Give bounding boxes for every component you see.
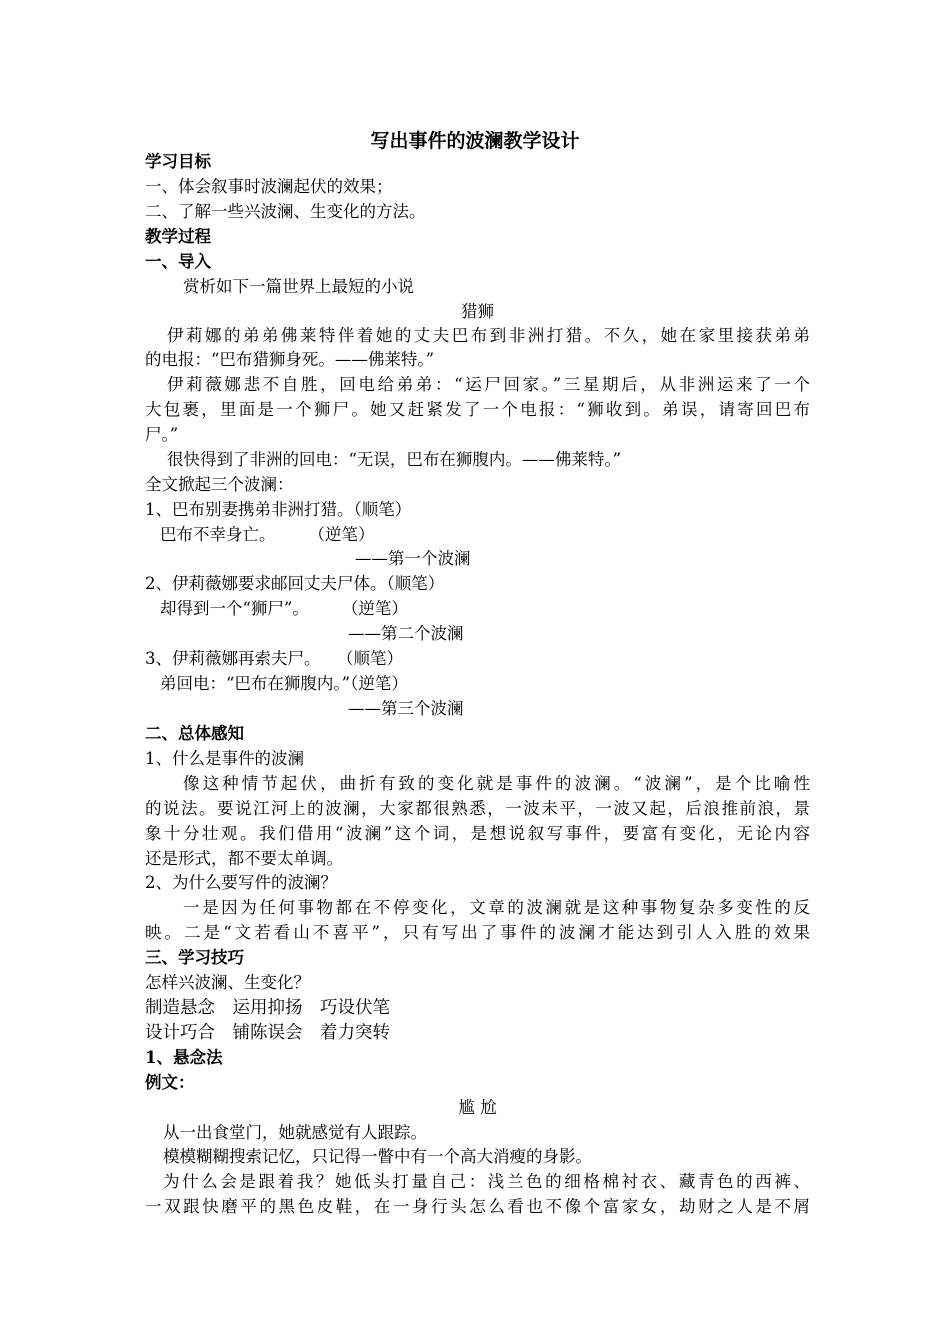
paragraph-line: 伊莉娜的弟弟佛莱特伴着她的丈夫巴布到非洲打猎。不久，她在家里接获弟弟 xyxy=(167,326,810,345)
goal-line: 二、了解一些兴波澜、生变化的方法。 xyxy=(145,202,426,221)
paragraph-line: 一是因为任何事物都在不停变化，文章的波澜就是这种事物复杂多变性的反 xyxy=(183,898,810,917)
example-title: 尴 尬 xyxy=(458,1098,497,1117)
paragraph-line: 全文掀起三个波澜： xyxy=(145,475,294,494)
paragraph-line: 伊莉薇娜悲不自胜，回电给弟弟：“运尸回家。”三星期后，从非洲运来了一个 xyxy=(167,375,810,394)
technique-list: 设计巧合 铺陈误会 着力突转 xyxy=(145,1023,390,1043)
subheading: 1、悬念法 xyxy=(145,1048,223,1067)
wave-label: ——第三个波澜 xyxy=(348,699,464,718)
list-item: 巴布不幸身亡。 （逆笔） xyxy=(160,525,375,544)
story-title: 猎狮 xyxy=(461,302,494,321)
paragraph-line: 大包裹，里面是一个狮尸。她又赶紧发了一个电报：“狮收到。弟误，请寄回巴布 xyxy=(145,400,810,419)
paragraph-line: 为什么会是跟着我？她低头打量自己：浅兰色的细格棉衬衣、藏青色的西裤、 xyxy=(163,1172,810,1191)
heading-teaching-process: 教学过程 xyxy=(145,227,211,246)
paragraph-line: 象十分壮观。我们借用“波澜”这个词，是想说叙写事件，要富有变化，无论内容 xyxy=(145,824,810,843)
section-heading: 一、导入 xyxy=(145,252,211,271)
section-heading: 二、总体感知 xyxy=(145,724,244,743)
paragraph-line: 像这种情节起伏，曲折有致的变化就是事件的波澜。“波澜”，是个比喻性 xyxy=(183,774,810,793)
paragraph-line: 尸。” xyxy=(145,425,179,444)
paragraph-line: 映。二是“文若看山不喜平”，只有写出了事件的波澜才能达到引人入胜的效果 xyxy=(145,923,810,942)
heading-learning-goals: 学习目标 xyxy=(145,152,211,171)
document-title: 写出事件的波澜教学设计 xyxy=(370,130,580,152)
list-item: 却得到一个“狮尸”。 （逆笔） xyxy=(160,599,408,618)
list-item: 1、巴布别妻携弟非洲打猎。（顺笔） xyxy=(145,500,412,519)
list-item: 3、伊莉薇娜再索夫尸。 （顺笔） xyxy=(145,649,403,668)
list-item: 弟回电：“巴布在狮腹内。”（逆笔） xyxy=(160,674,408,693)
paragraph-line: 的电报：“巴布猎狮身死。——佛莱特。” xyxy=(145,350,435,369)
section-heading: 三、学习技巧 xyxy=(145,948,244,967)
paragraph-line: 的说法。要说江河上的波澜，大家都很熟悉，一波未平，一波又起，后浪推前浪，景 xyxy=(145,799,810,818)
paragraph-line: 还是形式，都不要太单调。 xyxy=(145,849,343,868)
paragraph-line: 一双跟快磨平的黑色皮鞋，在一身行头怎么看也不像个富家女，劫财之人是不屑 xyxy=(145,1197,810,1216)
subheading: 1、什么是事件的波澜 xyxy=(145,749,304,768)
paragraph-line: 怎样兴波澜、生变化？ xyxy=(145,973,310,992)
example-label: 例文： xyxy=(145,1073,195,1092)
technique-list: 制造悬念 运用抑扬 巧设伏笔 xyxy=(145,998,390,1018)
list-item: 2、伊莉薇娜要求邮回丈夫尸体。（顺笔） xyxy=(145,574,445,593)
paragraph-line: 从一出食堂门，她就感觉有人跟踪。 xyxy=(163,1123,427,1142)
paragraph-line: 赏析如下一篇世界上最短的小说 xyxy=(183,277,414,296)
wave-label: ——第二个波澜 xyxy=(348,624,464,643)
subheading: 2、为什么要写件的波澜？ xyxy=(145,873,337,892)
goal-line: 一、体会叙事时波澜起伏的效果； xyxy=(145,177,393,196)
paragraph-line: 很快得到了非洲的回电：“无误，巴布在狮腹内。——佛莱特。” xyxy=(167,450,622,469)
wave-label: ——第一个波澜 xyxy=(355,549,471,568)
paragraph-line: 模模糊糊搜索记忆，只记得一瞥中有一个高大消瘦的身影。 xyxy=(163,1147,592,1166)
